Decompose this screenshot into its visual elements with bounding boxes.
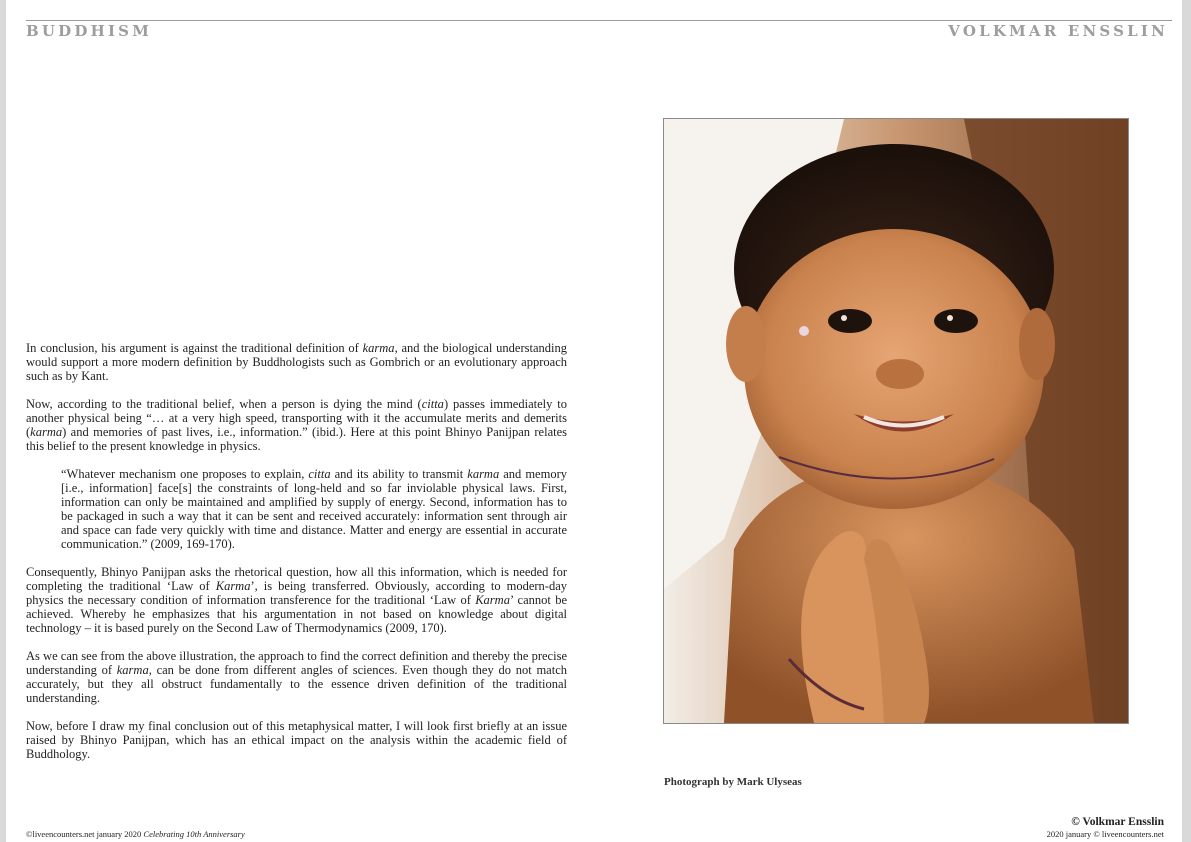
footer-left: ©liveencounters.net january 2020 Celebrating 10th Anniversary <box>26 829 245 839</box>
block-quote: “Whatever mechanism one proposes to explain, citta and its ability to transmit karma and memory [i.e., information] face[s] the constraints of long-held and so far inviolable physical laws. First, information can only be maintained and amplified by supply of energy. Second, information has to be packaged in such a way that it can be sent and received accurately: information sent through air and space can fade very quickly with time and distance. Matter and energy are essential in accurate communication.” (2009, 169-170). <box>61 467 567 551</box>
paragraph: In conclusion, his argument is against the traditional definition of karma, and the biological understanding would support a more modern definition by Buddhologists such as Gombrich or an evolutionary approach such as by Kant. <box>26 341 567 383</box>
child-photograph <box>663 118 1129 724</box>
magazine-page <box>6 0 1182 842</box>
paragraph: As we can see from the above illustration, the approach to find the correct definition and thereby the precise understanding of karma, can be done from different angles of sciences. Even though they do not match accurately, but they all obstruct fundamentally to the essence driven definition of the traditional understanding. <box>26 649 567 705</box>
paragraph: Now, according to the traditional belief, when a person is dying the mind (citta) passes immediately to another physical being “… at a very high speed, transporting with it the accumulate merits and demerits (karma) and memories of past lives, i.e., information.” (ibid.). Here at this point Bhinyo Panijpan relates this belief to the present knowledge in physics. <box>26 397 568 453</box>
author-header: VOLKMAR ENSSLIN <box>948 22 1168 40</box>
footer-copyright-name: © Volkmar Ensslin <box>1071 816 1164 828</box>
header-rule <box>26 20 1172 21</box>
photo-caption: Photograph by Mark Ulyseas <box>664 776 802 788</box>
paragraph: Now, before I draw my final conclusion out of this metaphysical matter, I will look first briefly at an issue raised by Bhinyo Panijpan, which has an ethical impact on the analysis within the academic field of Buddhology. <box>26 719 567 761</box>
footer-right: 2020 january © liveencounters.net <box>1046 829 1164 839</box>
section-title: BUDDHISM <box>26 22 153 40</box>
article-body <box>26 341 567 775</box>
paragraph: Consequently, Bhinyo Panijpan asks the rhetorical question, how all this information, which is needed for completing the traditional ‘Law of Karma’, is being transferred. Obviously, according to modern-day physics the necessary condition of information transference for the traditional ‘Law of Karma’ cannot be achieved. Whereby he emphasizes that his argumentation in not based on knowledge about digital technology – it is based purely on the Second Law of Thermodynamics (2009, 170). <box>26 565 568 635</box>
